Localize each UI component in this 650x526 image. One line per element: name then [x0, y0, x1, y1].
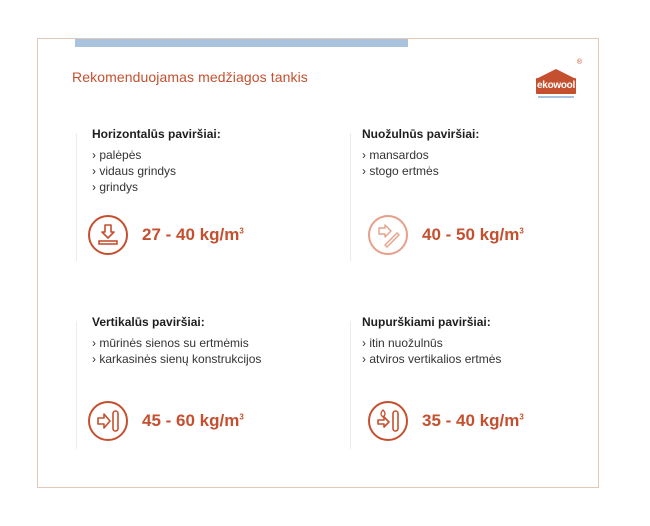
section-title: Horizontalūs paviršiai: — [92, 127, 221, 141]
floor-down-arrow-icon — [88, 215, 128, 255]
list-item: › atviros vertikalios ertmės — [362, 352, 502, 366]
density-sloped — [368, 215, 524, 255]
density-value: 35 - 40 $kg/m^3$ — [422, 411, 524, 430]
section-horizontal — [92, 127, 221, 195]
density-value: 45 - 60 $kg/m^3$ — [142, 411, 244, 430]
section-vertical — [92, 315, 261, 367]
diagonal-arrow-icon — [368, 215, 408, 255]
list-item: › stogo ertmės — [362, 164, 439, 178]
section-title: Vertikalūs paviršiai: — [92, 315, 205, 329]
list-item: › mansardos — [362, 148, 429, 162]
section-title: Nuožulnūs paviršiai: — [362, 127, 480, 141]
list-item: › grindys — [92, 180, 139, 194]
ekowool-logo: ® ekowool — [534, 63, 582, 103]
section-title: Nupurškiami paviršiai: — [362, 315, 491, 329]
density-card — [37, 38, 599, 488]
spray-wall-icon — [368, 401, 408, 441]
wall-right-arrow-icon — [88, 401, 128, 441]
density-horizontal — [88, 215, 244, 255]
section-sloped — [362, 127, 479, 179]
list-item: › mūrinės sienos su ertmėmis — [92, 336, 249, 350]
density-value: 40 - 50 $kg/m^3$ — [422, 225, 524, 244]
list-item: › karkasinės sienų konstrukcijos — [92, 352, 262, 366]
section-items — [92, 335, 261, 367]
section-items — [362, 335, 501, 367]
page-title: Rekomenduojamas medžiagos tankis — [72, 69, 308, 85]
section-items — [362, 147, 479, 179]
density-vertical — [88, 401, 244, 441]
density-value: 27 - 40 $kg/m^3$ — [142, 225, 244, 244]
list-item: › vidaus grindys — [92, 164, 177, 178]
section-spray — [362, 315, 501, 367]
section-items — [92, 147, 221, 195]
list-item: › itin nuožulnūs — [362, 336, 443, 350]
list-item: › palėpės — [92, 148, 142, 162]
density-spray — [368, 401, 524, 441]
top-accent-bar — [75, 39, 408, 47]
